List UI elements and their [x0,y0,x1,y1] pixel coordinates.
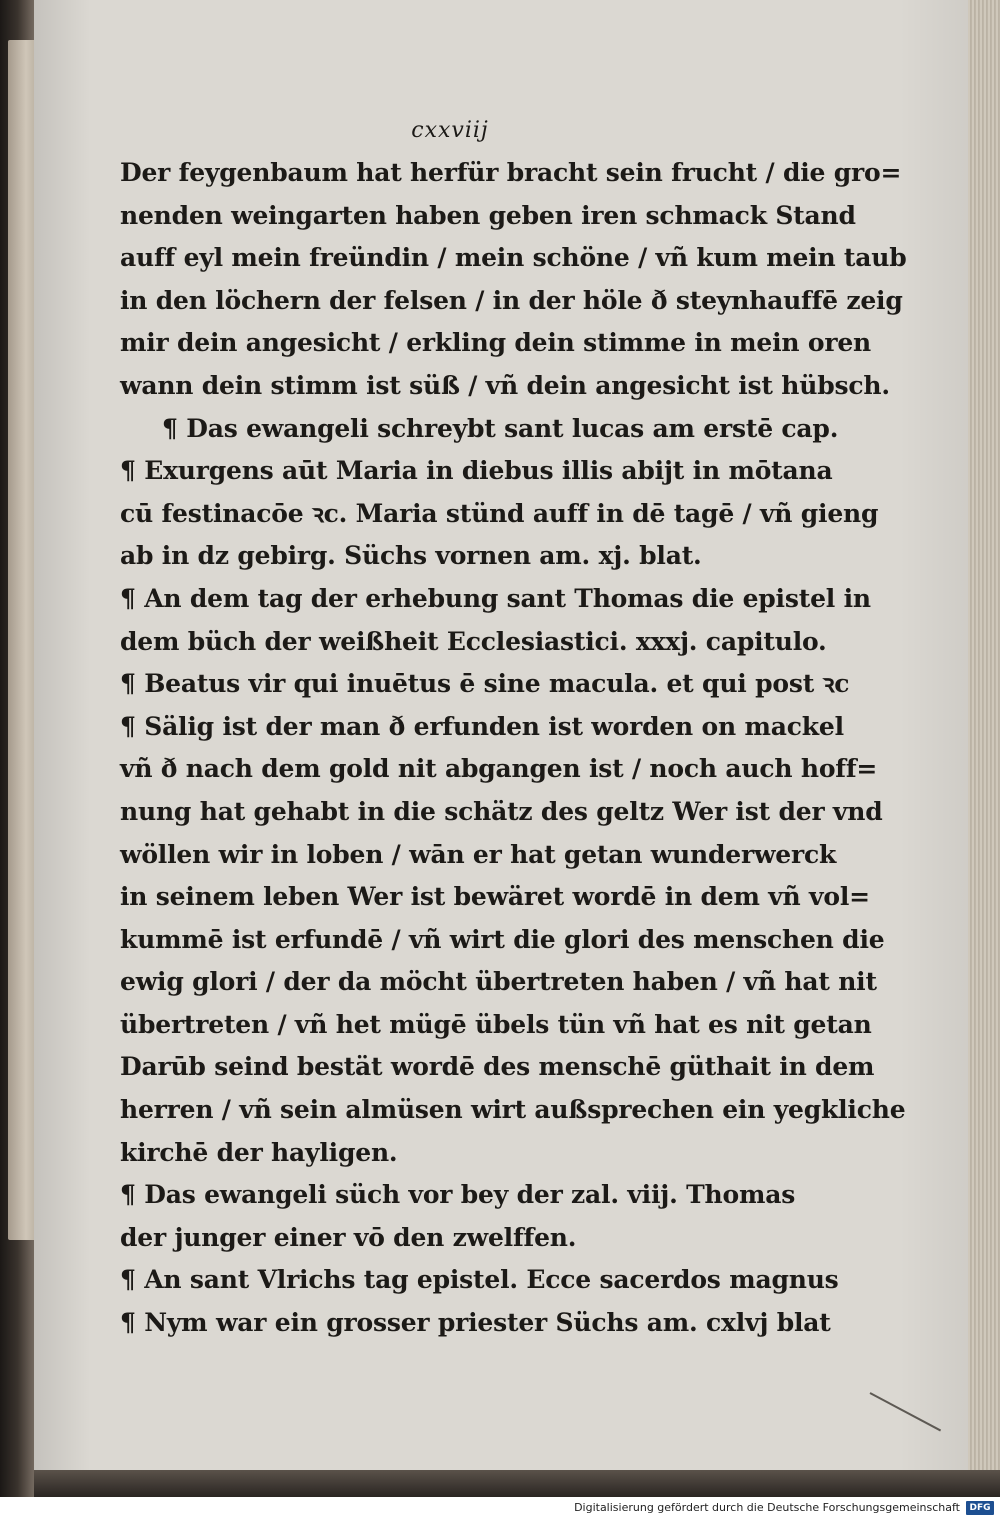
text-line: dem büch der weißheit Ecclesiastici. xxxj. capitulo. [120,626,827,656]
text-line: nenden weingarten haben geben iren schmack Stand [120,200,856,230]
text-line: Darūb seind bestät wordē des menschē güthait in dem [120,1052,875,1082]
dfg-logo: DFG [966,1501,994,1515]
text-line: kirchē der hayligen. [120,1137,398,1167]
text-line: ¶ Exurgens aūt Maria in diebus illis abijt in mōtana [120,456,833,486]
text-line: ¶ Nym war ein grosser priester Süchs am. cxlvj blat [120,1308,831,1338]
text-line: in seinem leben Wer ist bewäret wordē in dem vñ vol= [120,882,870,912]
text-line: ¶ An sant Vlrichs tag epistel. Ecce sacerdos magnus [120,1265,839,1295]
text-line: nung hat gehabt in die schätz des geltz Wer ist der vnd [120,796,883,826]
text-line: ¶ Das ewangeli süch vor bey der zal. viij. Thomas [120,1180,796,1210]
text-line: der junger einer vō den zwelffen. [120,1222,577,1252]
footer-banner [0,1497,1000,1519]
bottom-shadow [34,1470,1000,1497]
text-line: wöllen wir in loben / wān er hat getan wunderwerck [120,839,837,869]
text-line: herren / vñ sein almüsen wirt außsprechen ein yegkliche [120,1095,906,1125]
text-lines [120,152,907,1345]
text-line: ¶ Das ewangeli schreybt sant lucas am erstē cap. [162,413,839,443]
text-line: in den löchern der felsen / in der höle ð steynhauffē zeig [120,285,903,315]
text-line: Der feygenbaum hat herfür bracht sein frucht / die gro= [120,158,902,187]
page-stack-edges [968,0,1000,1497]
text-line: ¶ Beatus vir qui inuētus ē sine macula. et qui post ꝛc [120,669,850,699]
text-line: cū festinacōe ꝛc. Maria stünd auff in dē tagē / vñ gieng [120,498,879,528]
text-line: ab in dz gebirg. Süchs vornen am. xj. blat. [120,541,702,571]
folio-number: cxxviij [411,118,489,143]
text-line: übertreten / vñ het mügē übels tün vñ hat es nit getan [120,1009,872,1039]
footer-credit: Digitalisierung gefördert durch die Deutsche Forschungsgemeinschaft [574,1501,960,1514]
print-text-block [120,110,907,1345]
text-line: mir dein angesicht / erkling dein stimme in mein oren [120,328,871,358]
text-line: auff eyl mein freündin / mein schöne / vñ kum mein taub [120,243,907,273]
text-line: ewig glori / der da möcht übertreten haben / vñ hat nit [120,967,877,997]
text-line: ¶ An dem tag der erhebung sant Thomas die epistel in [120,583,871,613]
text-line: vñ ð nach dem gold nit abgangen ist / noch auch hoff= [120,754,878,784]
text-line: ¶ Sälig ist der man ð erfunden ist worden on mackel [120,711,844,741]
text-line: wann dein stimm ist süß / vñ dein angesicht ist hübsch. [120,370,890,400]
text-line: kummē ist erfundē / vñ wirt die glori des menschen die [120,924,885,954]
